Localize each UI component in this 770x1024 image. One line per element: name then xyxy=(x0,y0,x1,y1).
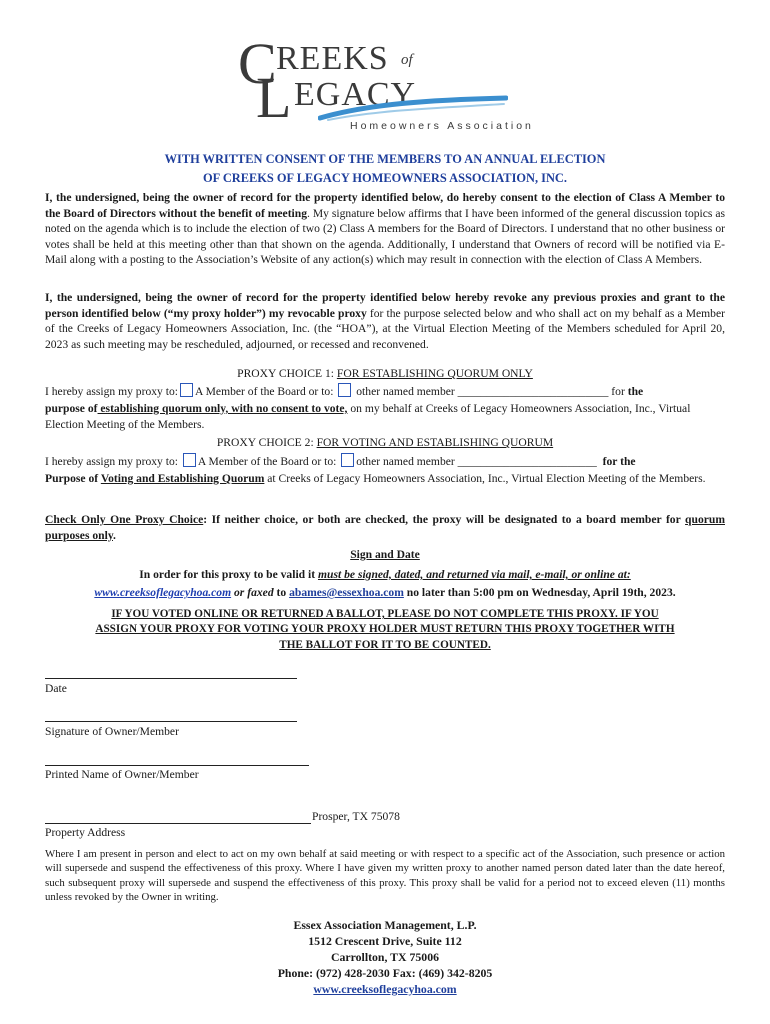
proxy-choice-1-line xyxy=(45,383,735,400)
check-only-underlined: Check Only One Proxy Choice xyxy=(45,513,204,526)
logo-letter-c: C xyxy=(238,31,277,96)
choice1-other-label: other named member xyxy=(356,385,455,398)
printed-name-label: Printed Name of Owner/Member xyxy=(45,768,199,781)
validity-line-1 xyxy=(30,567,740,583)
choice2-other-checkbox[interactable] xyxy=(341,453,354,467)
date-line[interactable] xyxy=(45,678,297,679)
revoke-paragraph xyxy=(45,290,725,352)
choice1-prefix: PROXY CHOICE 1: xyxy=(237,367,337,380)
consent-bold-text: I, the undersigned, being the owner of record for the property identified below, do hereby consent to the election of Class A Member to the Board of Directors without the benefit of meeting xyxy=(45,191,725,220)
property-address-label: Property Address xyxy=(45,826,126,839)
proxy-choice-1-heading xyxy=(45,366,725,382)
warning-line3: THE BALLOT FOR IT TO BE COUNTED. xyxy=(279,638,491,651)
management-phone-fax: Phone: (972) 428-2030 Fax: (469) 342-8205 xyxy=(277,966,493,980)
choice1-purpose-underlined: establishing quorum only, with no consent to vote, xyxy=(97,402,348,415)
proxy-choice-1-purpose xyxy=(45,401,725,432)
check-only-one-note xyxy=(45,512,725,543)
signature-line[interactable] xyxy=(45,721,297,722)
form-title-line1: WITH WRITTEN CONSENT OF THE MEMBERS TO AN ANNUAL ELECTION xyxy=(164,152,606,166)
proxy-choice-2-purpose xyxy=(45,471,725,487)
valid-or-faxed: or faxed xyxy=(231,586,274,599)
choice2-purpose-underlined: Voting and Establishing Quorum xyxy=(100,472,265,485)
consent-paragraph xyxy=(45,190,725,268)
footer-website-link[interactable]: www.creeksoflegacyhoa.com xyxy=(313,982,457,996)
choice2-other-label: other named member xyxy=(356,455,455,468)
proxy-choice-2-heading xyxy=(45,435,725,451)
logo-subtitle: Homeowners Association xyxy=(350,120,534,132)
hoa-website-link[interactable]: www.creeksoflegacyhoa.com xyxy=(94,586,232,599)
sign-and-date-heading: Sign and Date xyxy=(350,548,420,561)
choice1-purpose-rest: on my behalf at Creeks of Legacy Homeowners Association, Inc., Virtual Election Meeting of the Members. xyxy=(45,402,691,431)
email-link[interactable]: abames@essexhoa.com xyxy=(289,586,404,599)
choice1-purpose-bold: purpose of xyxy=(45,402,98,415)
logo-word-egacy: EGACY xyxy=(294,76,417,113)
valid-prefix: In order for this proxy to be valid it xyxy=(139,568,318,581)
valid-deadline: no later than 5:00 pm on Wednesday, April 19th, 2023. xyxy=(403,586,676,599)
management-city: Carrollton, TX 75006 xyxy=(330,950,440,964)
choice2-prefix: PROXY CHOICE 2: xyxy=(216,436,317,449)
voted-online-warning xyxy=(30,607,740,653)
proxy-effectiveness-paragraph: Where I am present in person and elect to act on my own behalf at said meeting or with respect to a specific act of the Association, such presence or action will supersede and suspend the effectiveness of this proxy. Where I have given my written proxy to another named person dated later than the date hereof, such subsequent proxy will supersede and suspend the effectiveness of this proxy. This proxy shall be valid for a period not to exceed eleven (11) months unless revoked by the Owner in writing. xyxy=(45,848,725,904)
choice1-assign-text: I hereby assign my proxy to: xyxy=(45,385,178,398)
choice2-board-label: A Member of the Board or to: xyxy=(197,455,337,468)
choice2-name-blank[interactable]: ________________________ xyxy=(457,455,597,468)
choice1-name-blank[interactable]: __________________________ xyxy=(457,385,609,398)
choice1-heading-underlined: FOR ESTABLISHING QUORUM ONLY xyxy=(336,367,533,380)
property-address-line[interactable] xyxy=(45,823,311,824)
choice2-purpose-bold: Purpose of xyxy=(45,472,101,485)
revoke-bold-text: I, the undersigned, being the owner of record for the property identified below hereby revoke any previous proxies and grant to the person identified below (“my proxy holder”) my revocable proxy xyxy=(45,291,725,320)
water-wave-icon xyxy=(318,94,508,122)
signature-label: Signature of Owner/Member xyxy=(45,725,179,738)
management-company: Essex Association Management, L.P. xyxy=(293,918,477,932)
check-only-quorum: quorum purposes only xyxy=(45,513,725,542)
choice1-board-checkbox[interactable] xyxy=(180,383,193,397)
revoke-rest-text: for the purpose selected below and who shall act on my behalf as a Member of the Creeks of Legacy Homeowners Association, Inc. (the “HOA”), at the Virtual Election Meeting of the Members scheduled for April 20, 2023 as such meeting may be rescheduled, adjourned, or recessed and reconvened. xyxy=(45,306,725,351)
choice1-for: for xyxy=(611,385,625,398)
printed-name-line[interactable] xyxy=(45,765,309,766)
management-contact-block xyxy=(45,917,725,997)
choice1-the: the xyxy=(624,385,644,398)
choice2-assign-text: I hereby assign my proxy to: xyxy=(45,455,178,468)
choice1-board-label: A Member of the Board or to: xyxy=(194,385,334,398)
creeks-of-legacy-logo xyxy=(238,31,538,134)
choice2-purpose-rest: at Creeks of Legacy Homeowners Association, Inc., Virtual Election Meeting of the Members. xyxy=(264,472,706,485)
check-only-end: . xyxy=(112,528,116,542)
logo-letter-l: L xyxy=(256,65,292,130)
choice1-other-checkbox[interactable] xyxy=(338,383,351,397)
check-only-rest: : If neither choice, or both are checked, the proxy will be designated to a board member for xyxy=(203,513,686,526)
validity-line-2 xyxy=(30,585,740,601)
management-street: 1512 Crescent Drive, Suite 112 xyxy=(308,934,462,948)
city-state-zip: Prosper, TX 75078 xyxy=(312,810,400,823)
form-title-line2: OF CREEKS OF LEGACY HOMEOWNERS ASSOCIATION, INC. xyxy=(203,171,567,185)
choice2-heading-underlined: FOR VOTING AND ESTABLISHING QUORUM xyxy=(316,436,554,449)
logo-word-reeks: REEKS xyxy=(276,40,389,77)
valid-italic-underlined: must be signed, dated, and returned via mail, e-mail, or online at: xyxy=(318,568,631,581)
proxy-choice-2-line xyxy=(45,453,735,470)
warning-line2: ASSIGN YOUR PROXY FOR VOTING YOUR PROXY HOLDER MUST RETURN THIS PROXY TOGETHER WITH xyxy=(95,623,675,636)
warning-line1: IF YOU VOTED ONLINE OR RETURNED A BALLOT, PLEASE DO NOT COMPLETE THIS PROXY. IF YOU xyxy=(111,608,659,620)
consent-rest-text: . My signature below affirms that I have been informed of the general discussion topics as noted on the agenda which is to include the election of two (2) Class A members for the Board of Directors. I understand that no other business or votes shall be held at this meeting other than that shown on the agenda. Additionally, I understand that Owners of record will be notified via E-Mail along with a posting to the Association’s Website of any action(s) which may result in connection with the election of Class A Members. xyxy=(45,206,725,267)
date-label: Date xyxy=(45,682,67,695)
valid-to: to xyxy=(273,586,290,599)
choice2-board-checkbox[interactable] xyxy=(183,453,196,467)
choice2-for-the: for the xyxy=(602,455,636,468)
logo-word-of: of xyxy=(401,52,413,68)
